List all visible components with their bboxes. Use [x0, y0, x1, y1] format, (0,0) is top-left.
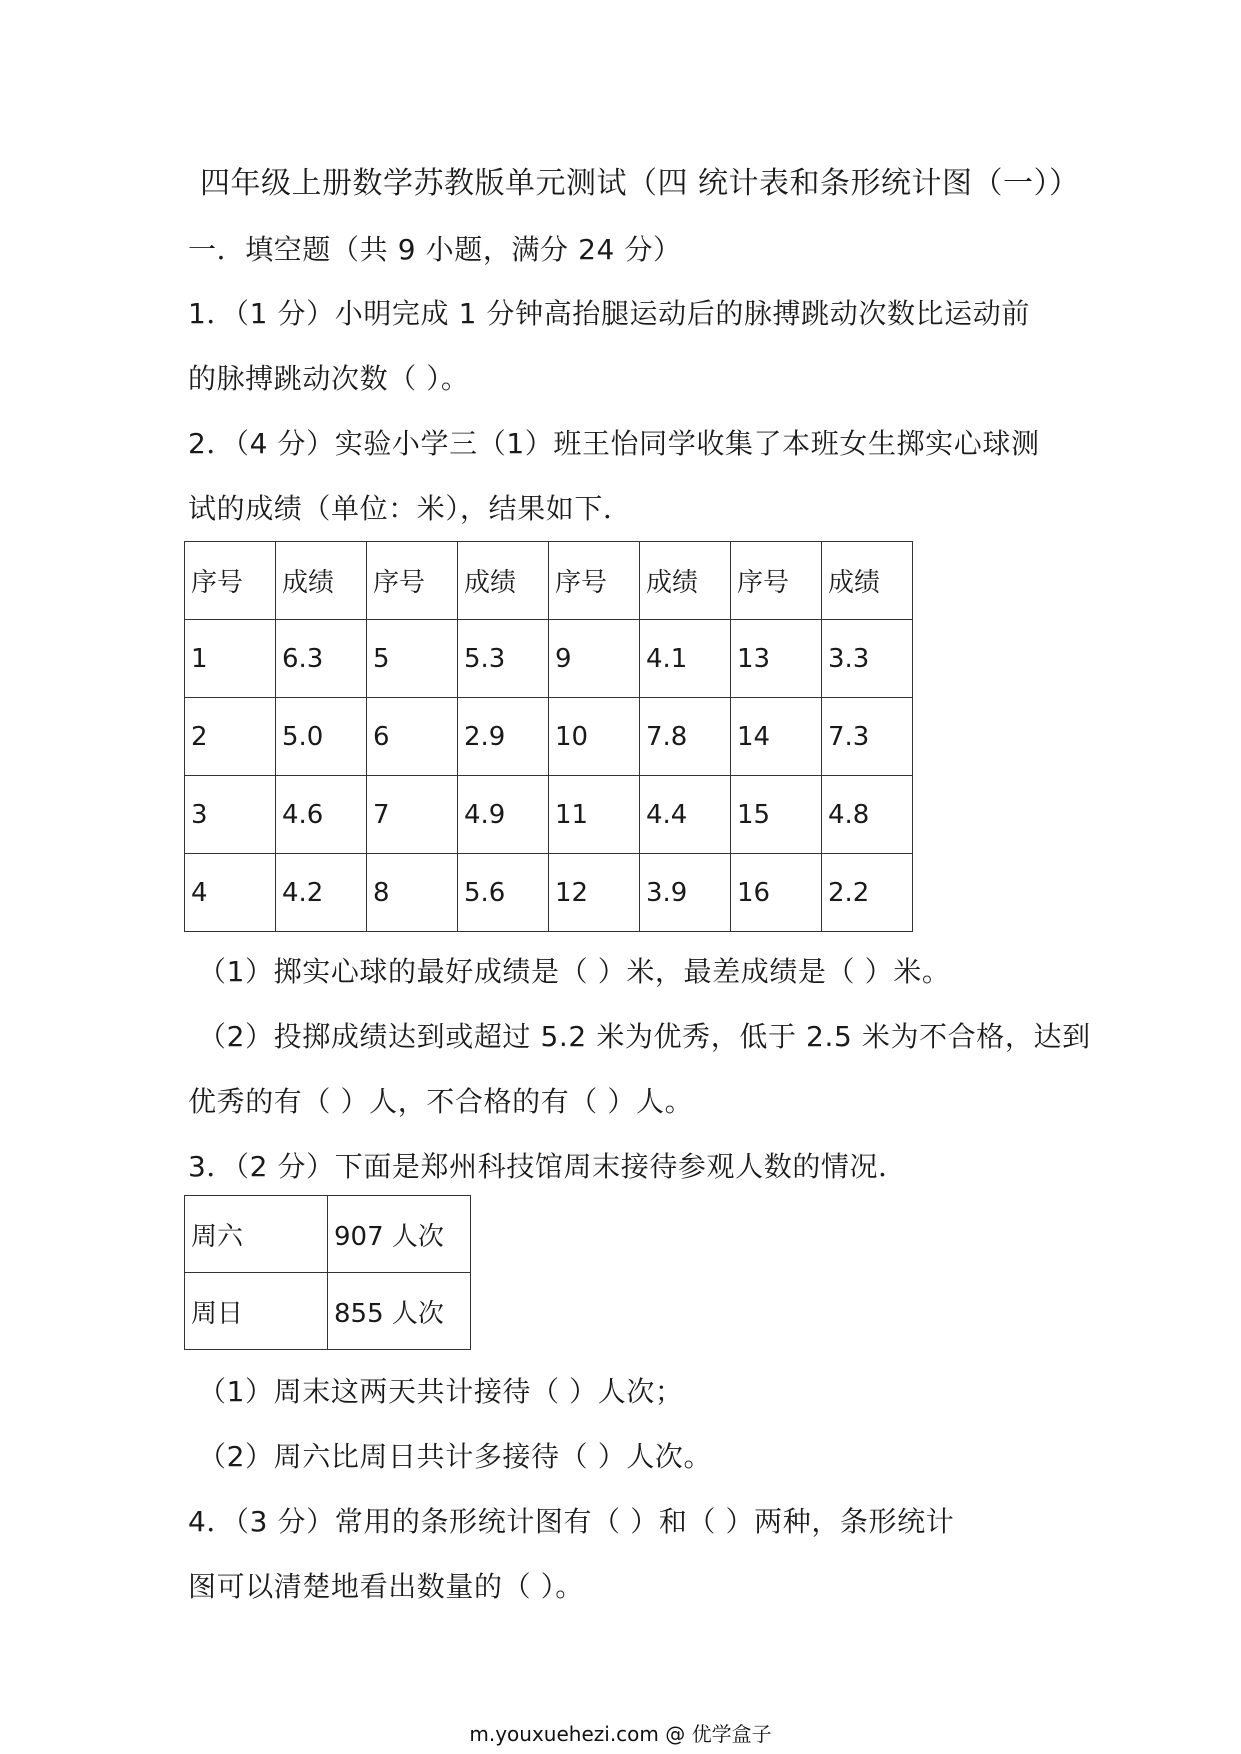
section-heading: 一．填空题（共 9 小题，满分 24 分）	[188, 233, 682, 266]
table-cell: 3.9	[640, 854, 731, 932]
table-cell: 5	[367, 620, 458, 698]
table-cell: 3.3	[822, 620, 913, 698]
question-2-line-2: 试的成绩（单位：米），结果如下．	[188, 492, 632, 525]
table-row	[185, 1196, 471, 1273]
table-cell: 4.9	[458, 776, 549, 854]
table-header-cell: 成绩	[640, 542, 731, 620]
table-cell: 2.9	[458, 698, 549, 776]
table-cell: 5.3	[458, 620, 549, 698]
question-2-sub-2-line-1: （2）投掷成绩达到或超过 5.2 米为优秀，低于 2.5 米为不合格，达到	[198, 1020, 1091, 1053]
footer-watermark: m.youxuehezi.com @ 优学盒子	[469, 1722, 772, 1746]
table-cell: 4.8	[822, 776, 913, 854]
table-cell: 907 人次	[328, 1196, 471, 1273]
question-1-line-2: 的脉搏跳动次数（ ）。	[188, 362, 470, 395]
question-2-line-1: 2．（4 分）实验小学三（1）班王怡同学收集了本班女生掷实心球测	[188, 427, 1040, 460]
table-row	[185, 620, 913, 698]
table-header-row	[185, 542, 913, 620]
table-cell: 15	[731, 776, 822, 854]
visitors-table	[184, 1195, 471, 1350]
table-cell: 周日	[185, 1273, 328, 1350]
table-cell: 12	[549, 854, 640, 932]
question-3-sub-2: （2）周六比周日共计多接待（ ）人次。	[198, 1440, 713, 1473]
table-cell: 11	[549, 776, 640, 854]
table-cell: 4.1	[640, 620, 731, 698]
table-cell: 7.3	[822, 698, 913, 776]
question-4-line-1: 4．（3 分）常用的条形统计图有（ ）和（ ）两种，条形统计	[188, 1505, 955, 1538]
table-cell: 5.0	[276, 698, 367, 776]
table-cell: 6.3	[276, 620, 367, 698]
question-3-line-1: 3．（2 分）下面是郑州科技馆周末接待参观人数的情况．	[188, 1150, 907, 1183]
table-cell: 10	[549, 698, 640, 776]
table-header-cell: 序号	[731, 542, 822, 620]
table-cell: 6	[367, 698, 458, 776]
table-header-cell: 成绩	[822, 542, 913, 620]
question-2-sub-1: （1）掷实心球的最好成绩是（ ）米，最差成绩是（ ）米。	[198, 955, 951, 988]
table-cell: 7.8	[640, 698, 731, 776]
table-cell: 7	[367, 776, 458, 854]
table-cell: 周六	[185, 1196, 328, 1273]
table-cell: 4	[185, 854, 276, 932]
table-cell: 3	[185, 776, 276, 854]
table-cell: 9	[549, 620, 640, 698]
table-row	[185, 776, 913, 854]
table-cell: 2	[185, 698, 276, 776]
table-cell: 4.4	[640, 776, 731, 854]
question-2-sub-2-line-2: 优秀的有（ ）人，不合格的有（ ）人。	[188, 1085, 694, 1118]
table-header-cell: 成绩	[276, 542, 367, 620]
table-row	[185, 854, 913, 932]
table-cell: 8	[367, 854, 458, 932]
table-row	[185, 698, 913, 776]
table-header-cell: 序号	[185, 542, 276, 620]
table-header-cell: 序号	[367, 542, 458, 620]
table-cell: 855 人次	[328, 1273, 471, 1350]
table-header-cell: 成绩	[458, 542, 549, 620]
scores-table	[184, 541, 913, 932]
table-cell: 4.2	[276, 854, 367, 932]
table-cell: 2.2	[822, 854, 913, 932]
table-header-cell: 序号	[549, 542, 640, 620]
table-cell: 1	[185, 620, 276, 698]
page-title: 四年级上册数学苏教版单元测试（四 统计表和条形统计图（一））	[200, 166, 1080, 201]
table-cell: 5.6	[458, 854, 549, 932]
table-cell: 16	[731, 854, 822, 932]
table-cell: 14	[731, 698, 822, 776]
question-3-sub-1: （1）周末这两天共计接待（ ）人次；	[198, 1375, 684, 1408]
table-cell: 4.6	[276, 776, 367, 854]
table-cell: 13	[731, 620, 822, 698]
table-row	[185, 1273, 471, 1350]
question-4-line-2: 图可以清楚地看出数量的（ ）。	[188, 1570, 584, 1603]
question-1-line-1: 1．（1 分）小明完成 1 分钟高抬腿运动后的脉搏跳动次数比运动前	[188, 297, 1030, 330]
